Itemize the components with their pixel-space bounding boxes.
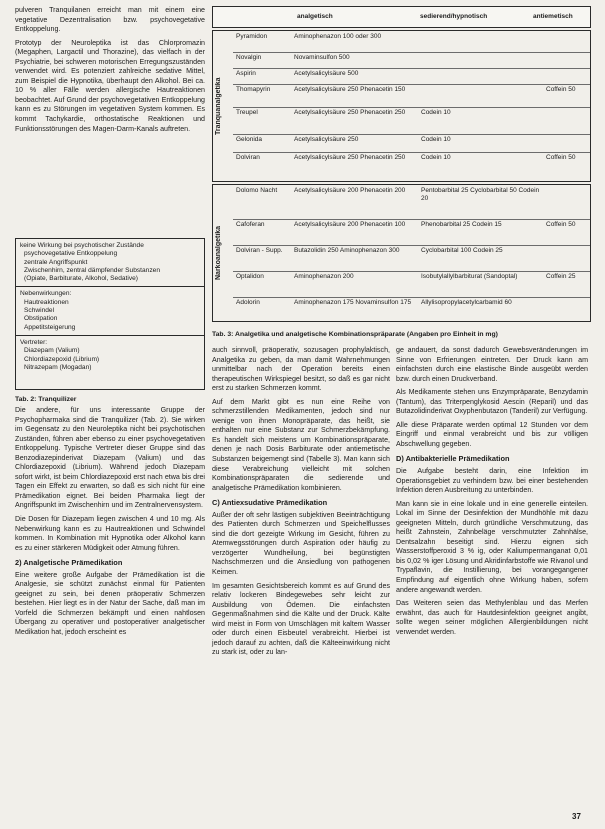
- cell-name: Dolomo Nacht: [236, 187, 278, 194]
- paragraph: auch sinnvoll, präoperativ, sozusagen prophylaktisch, Analgetika zu geben, da man damit Wahrnehmungen unmittelbar nach der Operation bereits einen therapeutischen Wirkspiegel besitzt, so daß es gar nicht erst zu starken Schmerzen kommt.: [212, 346, 390, 393]
- table-row: [233, 107, 590, 135]
- left-column-top: [15, 6, 205, 138]
- section-heading: C) Antiexsudative Prämedikation: [212, 498, 328, 508]
- group-label: Narkoanalgetika: [215, 225, 222, 281]
- section-heading: 2) Analgetische Prämedikation: [15, 558, 123, 568]
- cell-name: Pyramidon: [236, 33, 268, 40]
- paragraph: Im gesamten Gesichtsbereich kommt es auf Grund des relativ lockeren Bindegewebes sehr leicht zur Ausbildung von Ödemen. Die einfachsten Gegenmaßnahmen sind die Kälte und der Druck. Kälte wird meist in Form von Umschlägen mit kaltem Wasser oder durch einen Eisbeutel verabreicht. Hierbei ist jedoch darauf zu achten, daß die Kälteeinwirkung nicht zu stark ist, oder zu lan-: [212, 581, 390, 657]
- paragraph: Auf dem Markt gibt es nun eine Reihe von schmerzstillenden Medikamenten, jedoch sind nur wenige von ihnen Monopräparate, das heißt, sie enthalten nur eine Substanz zur Schmerzbekämpfung. Es handelt sich meistens um Kombinationspräparate, denen je nach Dosis Barbiturate oder antiemetische Substanzen beigemengt sind (Tabelle 3). Man kann sich diese Verabreichung vielleicht mit solchen Kombinationspräparaten die sedierende und analgetische Prämedikation kombinieren.: [212, 397, 390, 492]
- cell-sedierend: Isobutylallylbarbiturat (Sandoptal): [421, 273, 518, 280]
- paragraph: Die Dosen für Diazepam liegen zwischen 4 und 10 mg. Als Nebenwirkung kann es zu Hautreaktionen und Schwindel kommen. In Kombination mit Hypnotika oder Alkohol kann es zu einer stärkeren Müdigkeit oder Atmung führen.: [15, 515, 205, 552]
- table-row: [233, 84, 590, 108]
- right-column: [396, 346, 588, 641]
- paragraph: Außer der oft sehr lästigen subjektiven Beeinträchtigung des Patienten durch Schmerzen und Speichelflusses sind die dort gezeigte Wirkung im Gesicht, führen zu Atemwegsstörungen durch Aspiration oder häufig zu verzögerter Wundheilung, bei begünstigten Nachschmerzen und die Ansiedlung von pathogenen Keimen.: [212, 510, 390, 577]
- tab2-line: Zwischenhirn, zentral dämpfender Substanzen: [24, 266, 160, 274]
- cell-name: Adolorin: [236, 299, 260, 306]
- paragraph: Alle diese Präparate werden optimal 12 Stunden vor dem Eingriff und einmal verabreicht und bis zur völligen Abschwellung gegeben.: [396, 420, 588, 448]
- table-row: [233, 185, 590, 220]
- tab2-line: Chlordiazepoxid (Librium): [24, 355, 100, 363]
- table-row: [233, 152, 590, 181]
- tab2-line: psychovegetative Entkoppelung: [24, 250, 118, 258]
- table-header: [212, 6, 591, 28]
- left-column-bottom: [15, 406, 205, 642]
- cell-name: Treupel: [236, 109, 258, 116]
- table-row: [233, 271, 590, 298]
- cell-analgetisch: Butazolidin 250 Aminophenazon 300: [294, 247, 400, 254]
- table-row: [233, 68, 590, 85]
- tab2-line: Nitrazepam (Mogadan): [24, 363, 92, 371]
- cell-name: Dolviran: [236, 154, 260, 161]
- cell-antiemetisch: Coffein 25: [546, 273, 576, 280]
- cell-analgetisch: Acetylsalicylsäure 200 Phenacetin 100: [294, 221, 406, 228]
- cell-name: Novalgin: [236, 54, 262, 61]
- header-antiemetisch: antiemetisch: [533, 13, 573, 20]
- table-2-caption: Tab. 2: Tranquilizer: [15, 396, 77, 403]
- cell-name: Thomapyrin: [236, 86, 271, 93]
- cell-analgetisch: Acetylsalicylsäure 250 Phenacetin 250: [294, 154, 406, 161]
- cell-antiemetisch: Coffein 50: [546, 154, 576, 161]
- paragraph: pulveren Tranquilanen erreicht man mit einem eine vegetative Dezentralisation bzw. psychovegetative Entkoppelung.: [15, 6, 205, 34]
- cell-analgetisch: Acetylsalicylsäure 500: [294, 70, 359, 77]
- paragraph: Das Weiteren seien das Methylenblau und das Merfen erwähnt, das auch für Hautdesinfektion geeignet angibt, sollte wegen seiner möglichen Allergienbildungen nicht verwendet werden.: [396, 599, 588, 636]
- paragraph: Die andere, für uns interessante Gruppe der Psychopharmaka sind die Tranquilizer (Tab. 2). Sie wirken im Gegensatz zu den Neuroleptika nicht bei psychotischen Zuständen, führen aber ebenso zu einer psychovegetativen Entkoppelung. Typische Vertreter dieser Gruppe sind das Benzodiazepinderivat Diazepam (Valium) und das Chlordiazepoxid (Librium). Während jedoch Diazepam sofort wirkt, ist beim Chlordiazepoxid erst nach etwa bis drei Tagen ein Effekt zu erwarten, so daß es sich nicht für eine Prämedikation eignet. Bei beiden Pharmaka liegt der Angriffspunkt im Zwischenhirn und im Zentralnervensystem.: [15, 406, 205, 510]
- cell-analgetisch: Novaminsulfon 500: [294, 54, 350, 61]
- tab2-line: keine Wirkung bei psychotischer Zustände: [20, 242, 144, 249]
- table-row: [233, 134, 590, 153]
- header-sedierend: sedierend/hypnotisch: [420, 13, 488, 20]
- cell-analgetisch: Acetylsalicylsäure 250 Phenacetin 150: [294, 86, 406, 93]
- header-analgetisch: analgetisch: [297, 13, 333, 20]
- table-row: [233, 31, 590, 53]
- cell-analgetisch: Aminophenazon 175 Novaminsulfon 175: [294, 299, 412, 306]
- cell-antiemetisch: Coffein 50: [546, 221, 576, 228]
- cell-name: Cafoferan: [236, 221, 265, 228]
- cell-name: Aspirin: [236, 70, 256, 77]
- table-row: [233, 297, 590, 321]
- cell-analgetisch: Acetylsalicylsäure 250: [294, 136, 359, 143]
- tab2-line: zentrale Angriffspunkt: [24, 258, 88, 266]
- cell-name: Dolviran - Supp.: [236, 247, 283, 254]
- cell-analgetisch: Aminophenazon 100 oder 300: [294, 33, 382, 40]
- table-row: [233, 219, 590, 246]
- table-row: [233, 245, 590, 272]
- group-tranquanalgetika: [212, 30, 591, 182]
- cell-analgetisch: Acetylsalicylsäure 250 Phenacetin 250: [294, 109, 406, 116]
- tab2-line: Schwindel: [24, 307, 55, 315]
- tab2-line: Obstipation: [24, 315, 58, 323]
- divider: [16, 286, 204, 287]
- cell-sedierend: Pentobarbital 25 Cyclobarbital 50 Codein 20: [421, 187, 540, 202]
- table-row: [233, 52, 590, 69]
- paragraph: Als Medikamente stehen uns Enzympräparate, Benzydamin (Tantum), das Triterpenglykosid Aescin (Reparil) und das Butazolidinderivat Oxyphenbutazon (Tanderil) zur Verfügung.: [396, 388, 588, 416]
- paragraph: Prototyp der Neuroleptika ist das Chlorpromazin (Megaphen, Largactil und Thorazine), das vielfach in der Psychiatrie, bei schweren motorischen Erregungszuständen verwendet wird. Es potenziert zahlreiche sedative Mittel, zum Beispiel die Hypnotika, überhaupt den Alkohol. Bei ca. 10 % aller Fälle werden allergische Hautreaktionen beobachtet. Auf Grund der psychovegetativen Entkoppelung kann es zu Störungen im vegetativen System kommen. Es kommt Tachykardie, orthostatische Reaktionen und Funktionsstörungen des Magen-Darm-Kanals auftreten.: [15, 38, 205, 133]
- table-2-tranquilizer: [15, 238, 205, 390]
- tab2-label: Vertreter:: [20, 338, 48, 346]
- cell-name: Optalidon: [236, 273, 264, 280]
- cell-sedierend: Codein 10: [421, 109, 451, 116]
- paragraph: Man kann sie in eine lokale und in eine generelle einteilen. Lokal im Sinne der Desinfektion der Mundhöhle mit dazu geeigneten Mitteln, durch gründliche Verschmutzung, das heißt Zahnstein, Zahnbeläge verschmutzter Zahnhälse, Dentsalzahn beseitigt sind. Hierzu eignen sich Wasserstoffperoxid 3 % ig, oder Kaliumpermanganat 0,01 bis 0,02 % iger Lösung und Akridinfarbstoffe wie Rivanol und Trypaflavin, die Instillierung, bei vorangegangener Empfindung auf eigentlich ohne Wirkung haben, sofern andere angewandt werden.: [396, 499, 588, 594]
- paragraph: Die Aufgabe besteht darin, eine Infektion im Operationsgebiet zu verhindern bzw. bei einer bestehenden Infektion deren Ausbreitung zu unterbinden.: [396, 467, 588, 495]
- cell-sedierend: Allylisopropylacetylcarbamid 60: [421, 299, 512, 306]
- cell-sedierend: Codein 10: [421, 136, 451, 143]
- divider: [16, 335, 204, 336]
- table-3-analgetika: [212, 6, 591, 324]
- tab2-line: (Opiate, Barbiturate, Alkohol, Sedative): [24, 275, 138, 283]
- tab2-line: Hautreaktionen: [24, 298, 69, 306]
- cell-sedierend: Codein 10: [421, 154, 451, 161]
- page-number: 37: [572, 812, 581, 821]
- section-heading: D) Antibakterielle Prämedikation: [396, 454, 510, 464]
- cell-analgetisch: Acetylsalicylsäure 200 Phenacetin 200: [294, 187, 406, 194]
- cell-antiemetisch: Coffein 50: [546, 86, 576, 93]
- middle-column: [212, 346, 390, 662]
- paragraph: ge andauert, da sonst dadurch Gewebsveränderungen im Sinne von Erfrierungen eintreten. Der Druck kann am einfachsten durch eine elastische Binde ausgeübt werden bzw. durch einen Druckverband.: [396, 346, 588, 383]
- cell-sedierend: Phenobarbital 25 Codein 15: [421, 221, 502, 228]
- group-label: Tranquanalgetika: [215, 77, 222, 135]
- table-3-caption: Tab. 3: Analgetika und analgetische Kombinationspräparate (Angaben pro Einheit in mg): [212, 331, 498, 338]
- tab2-line: Diazepam (Valium): [24, 347, 80, 355]
- cell-analgetisch: Aminophenazon 200: [294, 273, 354, 280]
- paragraph: Eine weitere große Aufgabe der Prämedikation ist die Analgesie, sie schützt zunächst einmal für Patienten geeignet zu sein, bei denen präoperativ Schmerzen bestehen. Hier liegt es in der Natur der Sache, daß man im Vorfeld die Schmerzen bekämpft und einen nahtlosen Übergang zu operativer und postoperativer analgetischer Medikation hat, jedoch erscheint es: [15, 570, 205, 637]
- group-narkoanalgetika: [212, 184, 591, 322]
- cell-name: Gelonida: [236, 136, 263, 143]
- tab2-label: Nebenwirkungen:: [20, 290, 72, 298]
- cell-sedierend: Cyclobarbital 100 Codein 25: [421, 247, 503, 254]
- tab2-line: Appetitsteigerung: [24, 323, 76, 331]
